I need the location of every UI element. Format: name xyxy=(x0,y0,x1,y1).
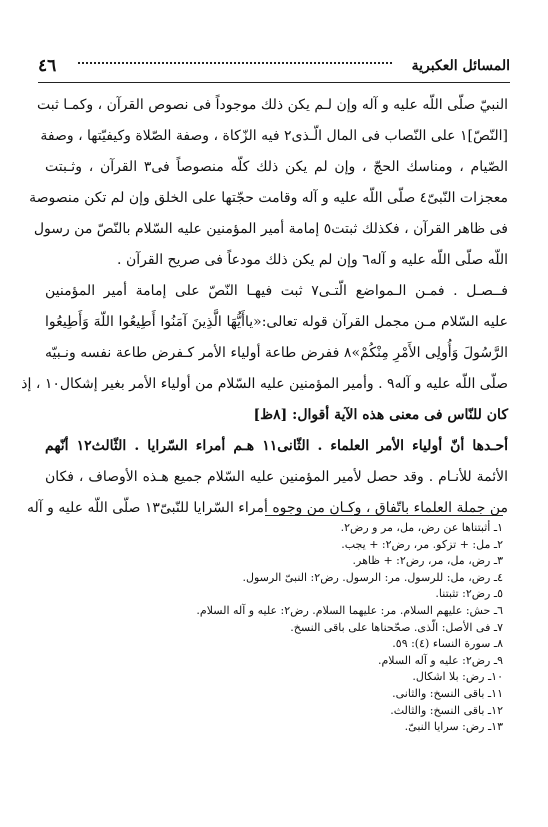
footnote: ١٠ـ رض: بلا اشكال. xyxy=(412,670,503,684)
header-dotted-leader xyxy=(78,62,392,64)
text-line: الرَّسُولَ وَأُولِی الأَمْرِ مِنْکُمْ»٨ ففرض طاعة أولیاء الأمر كـفرض طاعة نفسه ونـبیّه xyxy=(45,345,508,361)
text-line: [النّصّ]١ على النّصاب فی المال الّـذی٢ فیه الزّکاة ، وصفة الصّلاة وکیفیّتها ، وصفة xyxy=(40,128,508,144)
text-line: فــصـل . فمـن الـمواضع الّتـی٧ ثبت فیهـا النّصّ على إمامة أمیر المؤمنین xyxy=(45,283,508,299)
footnote: ٥ـ رض٢: تثبتنا. xyxy=(435,587,503,601)
running-title: المسائل العكبرية xyxy=(411,58,510,74)
footnote: ٢ـ مل: + تزکو. مر، رض٢: + یجب. xyxy=(341,537,503,551)
footnote: ١٢ـ باقی النسخ: والثالث. xyxy=(390,703,503,717)
footnote: ٧ـ فی الأصل: الّذی. صحّحناها على باقی النسخ. xyxy=(290,620,503,634)
text-line: علیه السّلام مـن مجمل القرآن قوله تعالى:«یاأَیُّهَا الَّذِینَ آمَنُوا أَطِیعُوا اللّهَ وَأَطِیعُوا xyxy=(45,314,508,330)
main-text xyxy=(21,90,508,524)
text-line: فی ظاهر القرآن ، فكذلك ثبتت٥ إمامة أمیر المؤمنین علیه السّلام بالنّصّ من رسول xyxy=(33,221,508,237)
footnote: ١١ـ باقی النسخ: والثانی. xyxy=(392,686,503,700)
footnote: ١٣ـ رض: سرایا النبیّ. xyxy=(404,720,503,734)
footnote: ٩ـ رض٢: علیه و آله السلام. xyxy=(377,653,503,667)
text-line: النبيّ صلّی اللّه علیه و آله وإن لـم یکن ذلك موجوداً فی نصوص القرآن ، وكمـا ثبت xyxy=(36,97,508,113)
text-line: كان للنّاس فی معنى هذه الآیة أقوال: [٨ظ] xyxy=(253,407,508,423)
footnote: ٣ـ رض، مل، مر، رض٢: + ظاهر. xyxy=(352,554,503,568)
footnotes xyxy=(143,520,503,736)
footnote-rule xyxy=(265,515,503,516)
page-number: ٤٦ xyxy=(38,56,57,76)
text-line: معجزات النّبیّ٤ صلّی اللّه علیه و آله وقامت حجّتها على الخلق وإن لم تكن منصوصة xyxy=(29,190,508,206)
running-header xyxy=(38,58,510,78)
footnote: ٤ـ رض، مل: للرسول. مر: الرسول. رض٢: النبیّ الرسول. xyxy=(242,570,503,584)
text-line: الأئمة للأنـام . وقد حصل لأمیر المؤمنین علیه السّلام جمیع هـذه الأوصاف ، فكان xyxy=(45,469,508,485)
header-rule xyxy=(38,82,510,83)
text-line: من جملة العلماء باتّفاق ، وكـان من وجوه أمراء السّرایا للنّبیّ١٣ صلّی اللّه علیه و آله xyxy=(27,500,508,516)
text-line: أحـدها أنّ أولیاء الأمر العلماء . الثّانی١١ هـم أمراء السّرایا . الثّالث١٢ أنّهم xyxy=(45,438,508,454)
text-line: صلّی اللّه علیه و آله٩ . وأمیر المؤمنین علیه السّلام من أولیاء الأمر بغیر إشكال١٠ ، إذ xyxy=(21,376,508,392)
footnote: ٦ـ حش: علیهم السلام. مر: علیهما السلام. رض٢: علیه و آله السلام. xyxy=(196,603,503,617)
footnote: ١ـ أثبتناها عن رض، مل، مر و رض٢. xyxy=(340,521,503,534)
text-line: اللّه صلّی اللّه علیه و آله٦ وإن لم یکن ذلك مودعاً فی صریح القرآن . xyxy=(117,252,508,268)
footnote: ٨ـ سورة النساء (٤): ٥٩. xyxy=(392,637,503,651)
text-line: الصّیام ، ومناسك الحجّ ، وإن لم یکن ذلك كلّه منصوصاً فی٣ القرآن ، وثـبتت xyxy=(45,159,508,175)
